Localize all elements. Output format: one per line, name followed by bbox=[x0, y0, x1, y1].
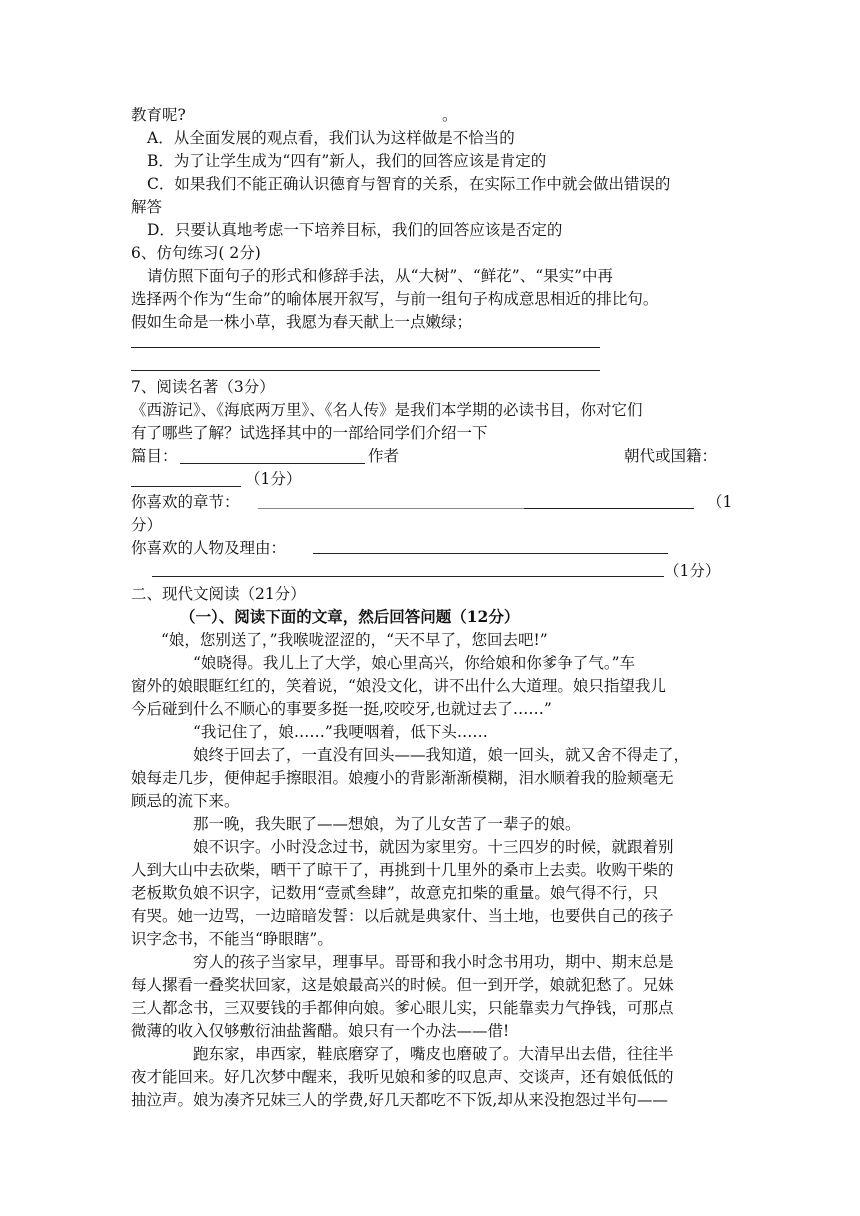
q5-option-d: D．只要认真地考虑一下培养目标，我们的回答应该是否定的 bbox=[147, 221, 563, 239]
q5-stem-mark: 。 bbox=[442, 106, 458, 124]
q6-answer-line-2[interactable] bbox=[131, 370, 600, 371]
q7-character-blank-1[interactable] bbox=[313, 553, 668, 554]
q7-book-blank[interactable] bbox=[180, 463, 365, 464]
q6-instruction-1: 请仿照下面句子的形式和修辞手法，从“大树”、“鲜花”、“果实”中再 bbox=[147, 267, 614, 285]
article-text: 穷人的孩子当家早，理事早。哥哥和我小时念书用功，期中、期末总是 bbox=[193, 953, 674, 971]
q7-dynasty-blank[interactable] bbox=[131, 486, 241, 487]
q5-option-c-part-1: C．如果我们不能正确认识德育与智育的关系，在实际工作中就会做出错误的 bbox=[147, 175, 671, 193]
article-text: “娘晓得。我儿上了大学，娘心里高兴，你给娘和你爹争了气。”车 bbox=[193, 654, 636, 672]
article-text: 夜才能回来。好几次梦中醒来，我听见娘和爹的叹息声、交谈声，还有娘低低的 bbox=[131, 1068, 674, 1086]
article-text: 那一晚，我失眠了——想娘，为了儿女苦了一辈子的娘。 bbox=[193, 815, 581, 833]
article-text: “我记住了，娘……”我哽咽着，低下头…… bbox=[193, 723, 488, 741]
article-text: 人到大山中去砍柴，晒干了晾干了，再挑到十几里外的桑市上去卖。收购干柴的 bbox=[131, 861, 674, 879]
q7-score-2a: （1 bbox=[707, 493, 733, 511]
article-text: 老板欺负娘不识字，记数用“壹贰叁肆”，故意克扣柴的重量。娘气得不行，只 bbox=[131, 884, 659, 902]
article-text: 顾忌的流下来。 bbox=[131, 792, 240, 810]
article-text: 娘终于回去了，一直没有回头——我知道，娘一回头，就又舍不得走了， bbox=[193, 746, 690, 764]
q7-chapter-blank-b[interactable] bbox=[524, 508, 694, 509]
article-text: 娘不识字。小时没念过书，就因为家里穷。十三四岁的时候，就跟着别 bbox=[193, 838, 674, 856]
q5-option-c-part-2: 解答 bbox=[131, 198, 163, 216]
article-text: 识字念书，不能当“睁眼瞎”。 bbox=[131, 930, 333, 948]
q7-character-label: 你喜欢的人物及理由： bbox=[131, 539, 287, 557]
article-text: 窗外的娘眼眶红红的，笑着说，“娘没文化，讲不出什么大道理。娘只指望我儿 bbox=[131, 677, 666, 695]
q7-score-2b: 分） bbox=[131, 516, 163, 534]
q7-author-label: 作者 bbox=[368, 447, 400, 465]
q5-option-b: B．为了让学生成为“四有”新人，我们的回答应该是肯定的 bbox=[147, 152, 547, 170]
q6-answer-line-1[interactable] bbox=[131, 347, 600, 348]
q5-option-a: A．从全面发展的观点看，我们认为这样做是不恰当的 bbox=[147, 129, 515, 147]
q7-instruction-2: 有了哪些了解？试选择其中的一部给同学们介绍一下 bbox=[131, 424, 488, 442]
q6-example: 假如生命是一株小草，我愿为春天献上一点嫩绿； bbox=[131, 313, 473, 331]
section2-title: 二、现代文阅读（21分） bbox=[131, 585, 306, 603]
q7-instruction-1: 《西游记》、《海底两万里》、《名人传》是我们本学期的必读书目，你对它们 bbox=[131, 401, 643, 419]
q7-score-1: （1分） bbox=[245, 470, 302, 488]
q7-character-blank-2[interactable] bbox=[152, 576, 664, 577]
article-text: 微薄的收入仅够敷衍油盐酱醋。娘只有一个办法——借! bbox=[131, 1022, 510, 1040]
article-text: 今后碰到什么不顺心的事要多挺一挺,咬咬牙,也就过去了……” bbox=[131, 700, 552, 718]
q7-book-label: 篇目： bbox=[131, 447, 178, 465]
article-text: 跑东家，串西家，鞋底磨穿了，嘴皮也磨破了。大清早出去借，往往半 bbox=[193, 1045, 674, 1063]
q7-chapter-label: 你喜欢的章节： bbox=[131, 493, 240, 511]
q7-dynasty-label: 朝代或国籍： bbox=[624, 447, 718, 465]
q7-title: 7、阅读名著（3分） bbox=[131, 378, 275, 396]
q7-score-3: （1分） bbox=[664, 562, 721, 580]
article-text: 三人都念书，三双要钱的手都伸向娘。爹心眼儿实，只能靠卖力气挣钱，可那点 bbox=[131, 999, 674, 1017]
article-text: 有哭。她一边骂，一边暗暗发誓：以后就是典家什、当土地，也要供自己的孩子 bbox=[131, 907, 674, 925]
article-text: 娘每走几步，便伸起手擦眼泪。娘瘦小的背影渐渐模糊，泪水顺着我的脸颊毫无 bbox=[131, 769, 674, 787]
q6-instruction-2: 选择两个作为“生命”的喻体展开叙写，与前一组句子构成意思相近的排比句。 bbox=[131, 290, 659, 308]
q7-chapter-blank-a[interactable] bbox=[258, 508, 524, 509]
q5-stem-tail: 教育呢? bbox=[131, 106, 186, 124]
article-text: 每人摞看一叠奖状回家，这是娘最高兴的时候。但一到开学，娘就犯愁了。兄妹 bbox=[131, 976, 674, 994]
article-text: “娘，您别送了，”我喉咙涩涩的，“天不早了，您回去吧!” bbox=[161, 631, 548, 649]
article-text: 抽泣声。娘为凑齐兄妹三人的学费,好几天都吃不下饭,却从来没抱怨过半句—— bbox=[131, 1091, 668, 1109]
section2-subtitle: （一）、阅读下面的文章，然后回答问题（12分） bbox=[180, 607, 520, 626]
q6-title: 6、仿句练习( 2分) bbox=[131, 244, 261, 262]
